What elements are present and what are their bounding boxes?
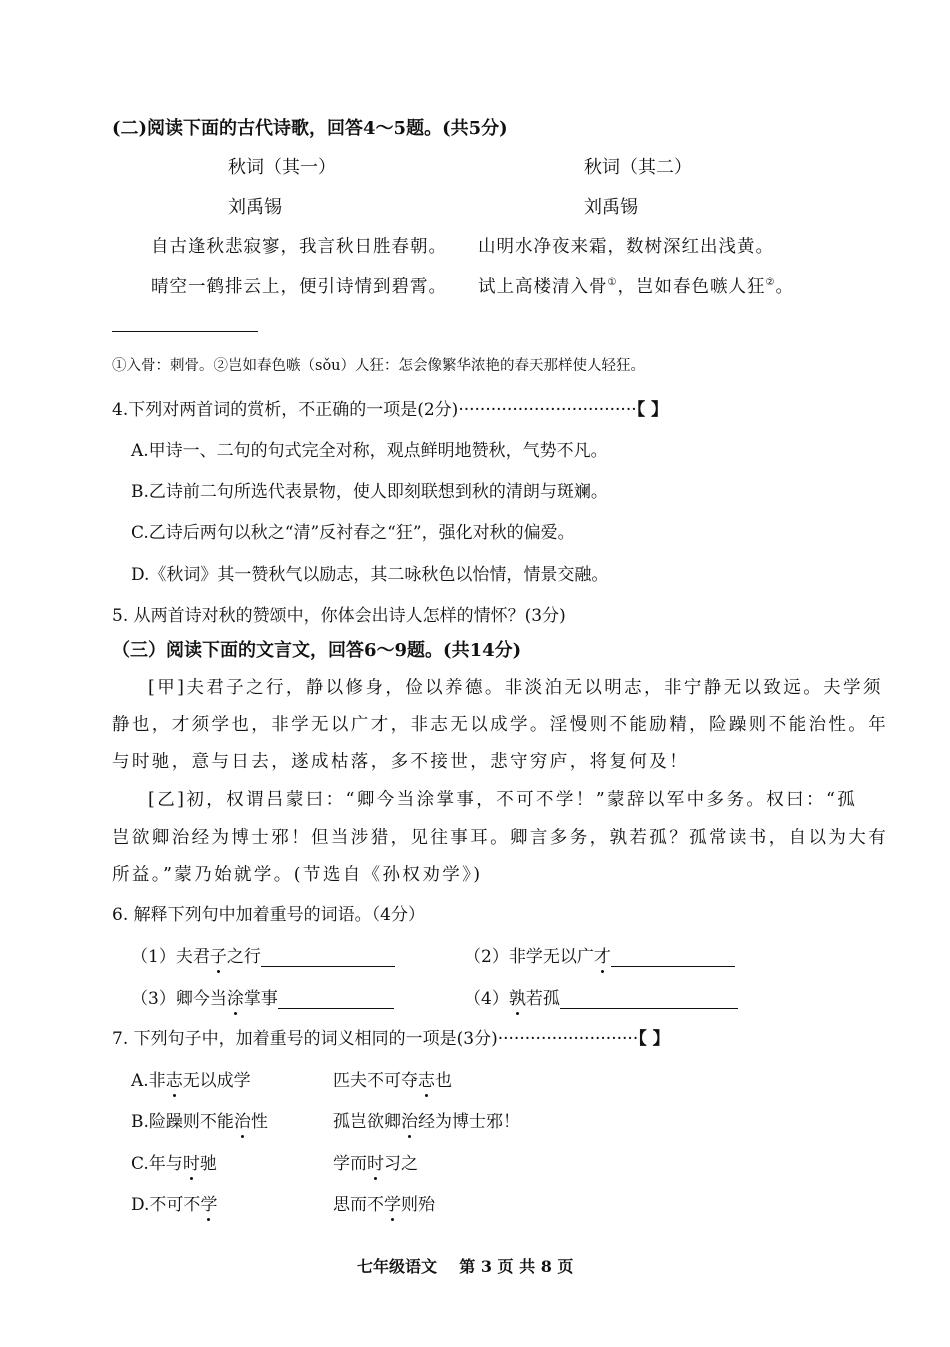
q7-option-a-compare: 匹夫不可夺志也 — [333, 1071, 452, 1091]
section3-title: （三）阅读下面的文言文，回答6～9题。(共14分) — [112, 640, 522, 661]
q6-item-4: （4）孰若孤 — [464, 984, 738, 1009]
q7-option-b[interactable]: B.险躁则不能治性 — [131, 1112, 268, 1132]
q4-leader: ································· — [458, 400, 637, 420]
emphasis-word: 学 — [200, 1195, 218, 1215]
poem2-title: 秋词（其二） — [584, 157, 692, 178]
q7-stem: 7. 下列句子中，加着重号的词义相同的一项是(3分)··························【 】 — [112, 1029, 670, 1049]
jia-line-2: 静也，才须学也，非学无以广才，非志无以成学。淫慢则不能励精，险躁则不能治性。年 — [112, 715, 889, 735]
q4-answer-bracket[interactable]: 【 】 — [636, 400, 669, 420]
poem-footnote: ①入骨：刺骨。②岂如春色嗾（sǒu）人狂：怎会像繁华浓艳的春天那样使人轻狂。 — [112, 358, 646, 374]
poem2-line2: 试上高楼清入骨①，岂如春色嗾人狂②。 — [478, 277, 794, 297]
q5-stem: 5. 从两首诗对秋的赞颂中，你体会出诗人怎样的情怀？(3分) — [112, 606, 566, 626]
emphasis-word: 子 — [209, 947, 227, 967]
q6-answer-2[interactable] — [611, 948, 735, 967]
q7-option-c-compare: 学而时习之 — [333, 1154, 418, 1174]
yi-line-2: 岂欲卿治经为博士邪！但当涉猎，见往事耳。卿言多务，孰若孤？孤常读书，自以为大有 — [112, 828, 889, 848]
emphasis-word: 志 — [165, 1071, 183, 1091]
emphasis-word: 孰 — [508, 989, 526, 1009]
footnote-divider — [112, 331, 258, 332]
section2-title: (二)阅读下面的古代诗歌，回答4～5题。(共5分) — [112, 118, 508, 139]
emphasis-word: 才 — [593, 947, 611, 967]
q4-option-c[interactable]: C.乙诗后两句以秋之“清”反衬春之“狂”，强化对秋的偏爱。 — [131, 523, 575, 543]
q7-option-d[interactable]: D.不可不学 — [131, 1195, 218, 1215]
q6-item-1: （1）夫君子之行 — [131, 942, 395, 967]
q6-stem: 6. 解释下列句中加着重号的词语。（4分） — [112, 905, 425, 925]
yi-line-1: [乙]初，权谓吕蒙曰：“卿今当涂掌事，不可不学！”蒙辞以军中多务。权曰：“孤 — [148, 790, 858, 810]
emphasis-word: 治 — [233, 1112, 251, 1132]
q7-leader: ·························· — [497, 1029, 639, 1049]
poem2-author: 刘禹锡 — [584, 197, 638, 218]
q7-answer-bracket[interactable]: 【 】 — [638, 1029, 670, 1049]
q7-option-d-compare: 思而不学则殆 — [333, 1195, 435, 1215]
emphasis-word: 学 — [384, 1195, 401, 1215]
q6-item-2: （2）非学无以广才 — [464, 942, 735, 967]
q7-option-b-compare: 孤岂欲卿治经为博士邪！ — [333, 1112, 520, 1132]
poem1-line2: 晴空一鹤排云上，便引诗情到碧霄。 — [151, 277, 447, 297]
page-footer: 七年级语文 第 3 页 共 8 页 — [357, 1257, 574, 1276]
q6-answer-4[interactable] — [560, 990, 738, 1009]
emphasis-word: 志 — [418, 1071, 435, 1091]
poem2-line1: 山明水净夜来霜，数树深红出浅黄。 — [478, 237, 774, 257]
jia-line-3: 与时驰，意与日去，遂成枯落，多不接世，悲守穷庐，将复何及！ — [112, 752, 690, 772]
footnote-mark-2: ② — [765, 277, 776, 289]
poem1-line1: 自古逢秋悲寂寥，我言秋日胜春朝。 — [151, 237, 447, 257]
jia-line-1: [甲]夫君子之行，静以修身，俭以养德。非淡泊无以明志，非宁静无以致远。夫学须 — [148, 678, 883, 698]
q7-option-a[interactable]: A.非志无以成学 — [131, 1071, 251, 1091]
q6-item-3: （3）卿今当涂掌事 — [131, 984, 394, 1009]
poem1-title: 秋词（其一） — [228, 157, 336, 178]
emphasis-word: 时 — [367, 1154, 384, 1174]
poem1-author: 刘禹锡 — [228, 197, 282, 218]
q6-answer-1[interactable] — [261, 948, 395, 967]
q4-option-b[interactable]: B.乙诗前二句所选代表景物，使人即刻联想到秋的清朗与斑斓。 — [131, 482, 608, 502]
yi-line-3: 所益。”蒙乃始就学。(节选自《孙权劝学》) — [112, 865, 483, 885]
q4-option-d[interactable]: D.《秋词》其一赞秋气以励志，其二咏秋色以怡情，情景交融。 — [131, 565, 609, 585]
footnote-mark-1: ① — [607, 277, 618, 289]
emphasis-word: 涂 — [226, 989, 244, 1009]
emphasis-word: 时 — [182, 1154, 200, 1174]
q4-option-a[interactable]: A.甲诗一、二句的句式完全对称，观点鲜明地赞秋，气势不凡。 — [131, 441, 608, 461]
q6-answer-3[interactable] — [278, 990, 394, 1009]
emphasis-word: 治 — [401, 1112, 418, 1132]
q7-option-c[interactable]: C.年与时驰 — [131, 1154, 217, 1174]
q4-stem: 4.下列对两首词的赏析，不正确的一项是(2分)·································【 】 — [112, 400, 669, 420]
